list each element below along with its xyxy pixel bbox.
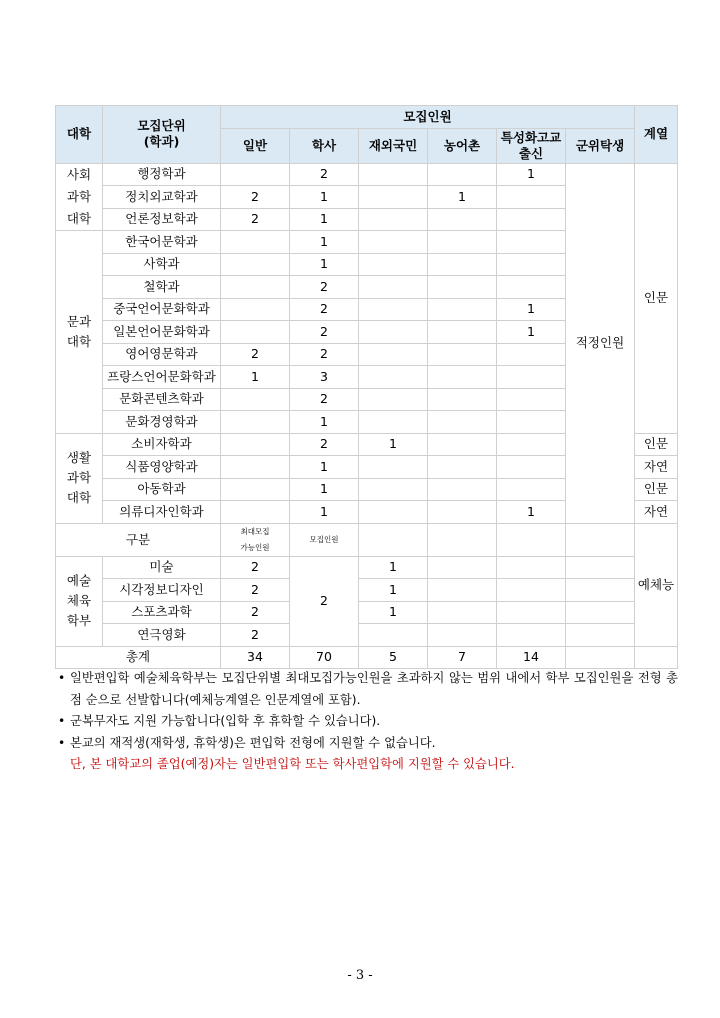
- college-social: 사회 과학 대학: [56, 163, 103, 231]
- general-cell: [221, 433, 290, 456]
- bachelor-cell: 1: [290, 231, 359, 254]
- arts-header-quota: 모집인원: [290, 523, 359, 556]
- dept-cell: 문화경영학과: [103, 411, 221, 434]
- overseas-cell: [359, 411, 428, 434]
- header-overseas: 재외국민: [359, 128, 428, 163]
- general-cell: 2: [221, 208, 290, 231]
- total-farm: 7: [428, 646, 497, 669]
- header-college: 대학: [56, 106, 103, 164]
- overseas-cell: [359, 478, 428, 501]
- total-row: [56, 646, 678, 669]
- general-cell: [221, 276, 290, 299]
- overseas-cell: [359, 186, 428, 209]
- table-row: [56, 601, 678, 624]
- college-arts: 예술 체육 학부: [56, 556, 103, 646]
- general-cell: [221, 253, 290, 276]
- empty-cell: [428, 601, 497, 624]
- dept-cell: 스포츠과학: [103, 601, 221, 624]
- special-cell: [497, 253, 566, 276]
- note-item: [58, 668, 678, 711]
- total-special: 14: [497, 646, 566, 669]
- empty-cell: [566, 646, 635, 669]
- dept-cell: 문화콘텐츠학과: [103, 388, 221, 411]
- dept-cell: 중국언어문화학과: [103, 298, 221, 321]
- note-item: [58, 733, 678, 755]
- special-cell: 1: [497, 163, 566, 186]
- overseas-cell: [359, 298, 428, 321]
- empty-cell: [566, 556, 635, 579]
- header-farm: 농어촌: [428, 128, 497, 163]
- bachelor-cell: 1: [290, 411, 359, 434]
- track-cell: 자연: [635, 501, 678, 524]
- header-quota: 모집인원: [221, 106, 635, 129]
- track-cell: 인문: [635, 478, 678, 501]
- special-cell: [497, 231, 566, 254]
- farm-cell: 1: [428, 186, 497, 209]
- overseas-cell: [359, 366, 428, 389]
- farm-cell: [428, 253, 497, 276]
- arts-track-cell: 예체능: [635, 523, 678, 646]
- farm-cell: [428, 411, 497, 434]
- general-cell: [221, 298, 290, 321]
- general-cell: [221, 231, 290, 254]
- overseas-cell: [359, 388, 428, 411]
- farm-cell: [428, 366, 497, 389]
- special-cell: 1: [497, 501, 566, 524]
- bullet-icon: •: [58, 671, 66, 685]
- special-cell: [497, 343, 566, 366]
- farm-cell: [428, 298, 497, 321]
- bachelor-cell: 1: [290, 456, 359, 479]
- overseas-cell: [359, 231, 428, 254]
- general-cell: [221, 321, 290, 344]
- general-cell: [221, 501, 290, 524]
- track-cell: 자연: [635, 456, 678, 479]
- dept-cell: 시각정보디자인: [103, 579, 221, 602]
- bachelor-cell: 2: [290, 298, 359, 321]
- general-cell: [221, 388, 290, 411]
- general-cell: 2: [221, 343, 290, 366]
- header-bachelor: 학사: [290, 128, 359, 163]
- arts-quota-cell: 2: [290, 556, 359, 646]
- empty-cell: [497, 579, 566, 602]
- general-cell: [221, 456, 290, 479]
- table-row: [56, 163, 678, 186]
- dept-cell: 프랑스언어문화학과: [103, 366, 221, 389]
- dept-cell: 한국어문학과: [103, 231, 221, 254]
- max-cell: 2: [221, 601, 290, 624]
- bachelor-cell: 3: [290, 366, 359, 389]
- empty-cell: [566, 601, 635, 624]
- special-cell: [497, 276, 566, 299]
- general-cell: [221, 163, 290, 186]
- empty-cell: [566, 523, 635, 556]
- overseas-cell: [359, 321, 428, 344]
- bullet-icon: •: [58, 735, 66, 750]
- farm-cell: [428, 321, 497, 344]
- farm-cell: [428, 501, 497, 524]
- note-text: 군복무자도 지원 가능합니다(입학 후 휴학할 수 있습니다).: [70, 714, 381, 728]
- dept-cell: 언론정보학과: [103, 208, 221, 231]
- header-special-hs: 특성화고교 출신: [497, 128, 566, 163]
- dept-cell: 영어영문학과: [103, 343, 221, 366]
- special-cell: [497, 388, 566, 411]
- general-cell: 2: [221, 186, 290, 209]
- header-general: 일반: [221, 128, 290, 163]
- empty-cell: [497, 523, 566, 556]
- arts-header-max: 최대모집 가능인원: [221, 523, 290, 556]
- special-cell: [497, 186, 566, 209]
- quota-table: [55, 105, 678, 669]
- overseas-cell: [359, 501, 428, 524]
- farm-cell: [428, 208, 497, 231]
- special-cell: [497, 366, 566, 389]
- general-cell: [221, 478, 290, 501]
- dept-cell: 사학과: [103, 253, 221, 276]
- special-cell: [497, 411, 566, 434]
- farm-cell: [428, 276, 497, 299]
- track-cell: 인문: [635, 163, 678, 433]
- table-row: [56, 556, 678, 579]
- header-military: 군위탁생: [566, 128, 635, 163]
- empty-cell: [428, 523, 497, 556]
- farm-cell: [428, 456, 497, 479]
- empty-cell: [566, 624, 635, 647]
- bachelor-cell: 2: [290, 163, 359, 186]
- note-text: 본교의 재적생(재학생, 휴학생)은 편입학 전형에 지원할 수 없습니다.: [70, 735, 436, 750]
- total-overseas: 5: [359, 646, 428, 669]
- dept-cell: 의류디자인학과: [103, 501, 221, 524]
- bullet-icon: •: [58, 714, 66, 728]
- overseas-cell: [359, 276, 428, 299]
- table-row: [56, 523, 678, 556]
- dept-cell: 일본언어문화학과: [103, 321, 221, 344]
- table-row: [56, 579, 678, 602]
- empty-cell: [359, 523, 428, 556]
- bachelor-cell: 2: [290, 276, 359, 299]
- overseas-cell: [359, 208, 428, 231]
- overseas-cell: 1: [359, 433, 428, 456]
- bachelor-cell: 1: [290, 478, 359, 501]
- track-cell: 인문: [635, 433, 678, 456]
- empty-cell: [635, 646, 678, 669]
- header-unit: 모집단위 (학과): [103, 106, 221, 164]
- special-cell: [497, 433, 566, 456]
- dept-cell: 아동학과: [103, 478, 221, 501]
- arts-header-label: 구분: [56, 523, 221, 556]
- farm-cell: [428, 231, 497, 254]
- max-cell: 2: [221, 579, 290, 602]
- empty-cell: [497, 556, 566, 579]
- farm-cell: [428, 478, 497, 501]
- farm-cell: [428, 343, 497, 366]
- overseas-cell: [359, 253, 428, 276]
- total-general: 34: [221, 646, 290, 669]
- dept-cell: 정치외교학과: [103, 186, 221, 209]
- overseas-cell: [359, 163, 428, 186]
- total-label: 총계: [56, 646, 221, 669]
- empty-cell: [428, 579, 497, 602]
- overseas-cell: [359, 456, 428, 479]
- college-living: 생활 과학 대학: [56, 433, 103, 523]
- note-item: [58, 711, 678, 733]
- dept-cell: 연극영화: [103, 624, 221, 647]
- special-cell: [497, 456, 566, 479]
- bachelor-cell: 2: [290, 388, 359, 411]
- bachelor-cell: 2: [290, 433, 359, 456]
- special-cell: 1: [497, 321, 566, 344]
- empty-cell: [497, 601, 566, 624]
- dept-cell: 미술: [103, 556, 221, 579]
- overseas-cell: [359, 343, 428, 366]
- general-cell: [221, 411, 290, 434]
- dept-cell: 철학과: [103, 276, 221, 299]
- farm-cell: [428, 163, 497, 186]
- bachelor-cell: [359, 624, 428, 647]
- general-cell: 1: [221, 366, 290, 389]
- header-track: 계열: [635, 106, 678, 164]
- empty-cell: [428, 624, 497, 647]
- bachelor-cell: 1: [290, 501, 359, 524]
- empty-cell: [566, 579, 635, 602]
- empty-cell: [428, 556, 497, 579]
- dept-cell: 식품영양학과: [103, 456, 221, 479]
- bachelor-cell: 2: [290, 343, 359, 366]
- max-cell: 2: [221, 624, 290, 647]
- bachelor-cell: 1: [290, 186, 359, 209]
- bachelor-cell: 1: [359, 601, 428, 624]
- college-humanities: 문과 대학: [56, 231, 103, 434]
- empty-cell: [497, 624, 566, 647]
- total-bachelor: 70: [290, 646, 359, 669]
- special-cell: [497, 208, 566, 231]
- special-cell: 1: [497, 298, 566, 321]
- military-cell: 적정인원: [566, 163, 635, 523]
- note-text: 일반편입학 예술체육학부는 모집단위별 최대모집가능인원을 초과하지 않는 범위 내에서 학부 모집인원을 전형 총점 순으로 선발합니다(예체능계열은 인문계열에 포함).: [70, 671, 678, 707]
- bachelor-cell: 1: [359, 579, 428, 602]
- farm-cell: [428, 388, 497, 411]
- page-number: - 3 -: [347, 968, 373, 983]
- max-cell: 2: [221, 556, 290, 579]
- dept-cell: 행정학과: [103, 163, 221, 186]
- special-cell: [497, 478, 566, 501]
- bachelor-cell: 1: [359, 556, 428, 579]
- warning-text: 단, 본 대학교의 졸업(예정)자는 일반편입학 또는 학사편입학에 지원할 수 있습니다.: [70, 757, 515, 771]
- bachelor-cell: 1: [290, 253, 359, 276]
- table-row: [56, 624, 678, 647]
- bachelor-cell: 2: [290, 321, 359, 344]
- farm-cell: [428, 433, 497, 456]
- dept-cell: 소비자학과: [103, 433, 221, 456]
- bachelor-cell: 1: [290, 208, 359, 231]
- notes-section: [58, 668, 678, 776]
